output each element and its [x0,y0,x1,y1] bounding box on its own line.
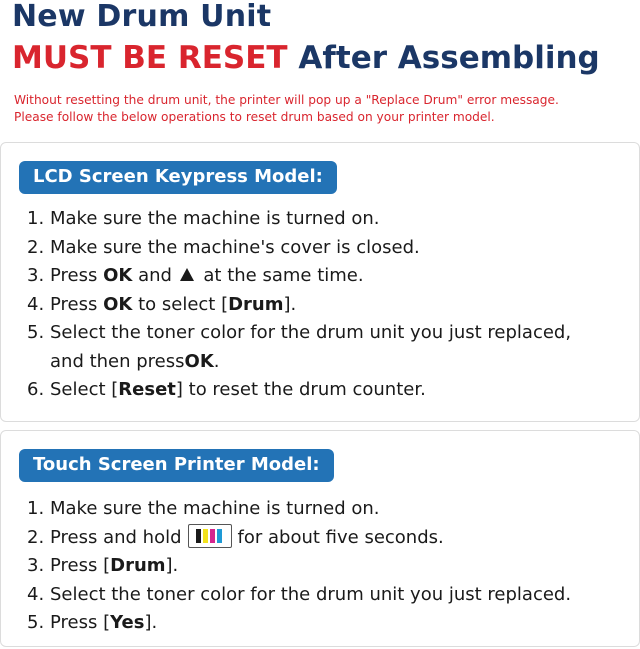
touch-step-5 [27,609,571,638]
step-text: ]. [165,555,179,576]
step-text: for about five seconds. [237,526,444,548]
drum-menu-label: Drum [110,555,166,576]
ok-key-label: OK [103,293,133,315]
toner-icon [188,524,232,548]
touch-step-1 [27,495,571,524]
step-text: to select [ [132,293,229,315]
step-text: Make sure the machine is turned on. [50,498,380,519]
step-number: 4. [27,293,45,315]
step-text: Press [50,293,104,315]
toner-black-bar [196,529,201,543]
touch-model-card [0,430,640,647]
lcd-model-heading: LCD Screen Keypress Model: [19,161,337,194]
touch-model-heading: Touch Screen Printer Model: [19,449,334,482]
step-number: 3. [27,555,45,576]
step-number: 6. [27,379,45,400]
step-text: Select the toner color for the drum unit you just replaced. [50,583,572,605]
title-line2 [12,38,600,78]
step-text: ] to reset the drum counter. [175,379,426,400]
title-line1: New Drum Unit [12,0,272,34]
step-text: and [132,265,178,286]
lcd-step-6 [27,376,571,405]
ok-key-label: OK [103,265,133,286]
lcd-step-2 [27,234,571,263]
warning-line1: Without resetting the drum unit, the printer will pop up a "Replace Drum" error message. [14,93,559,107]
reset-menu-label: Reset [118,379,176,400]
step-text: Select [ [50,379,119,400]
toner-cyan-bar [217,529,222,543]
step-number: 2. [27,526,45,548]
step-text: Press and hold [50,526,182,548]
warning-message [14,92,559,126]
lcd-step-1 [27,205,571,234]
step-number: 5. [27,612,45,633]
step-text: Select the toner color for the drum unit you just replaced, [50,322,572,343]
step-text: . [213,350,220,372]
step-text: Make sure the machine's cover is closed. [50,236,420,258]
step-number: 5. [27,322,45,343]
ok-key-label: OK [184,350,214,372]
step-text: Press [50,265,104,286]
toner-magenta-bar [210,529,215,543]
step-text: Press [ [50,555,111,576]
step-text: and then press [50,350,185,372]
step-number: 1. [27,208,45,229]
step-text: Press [ [50,612,111,633]
step-text: Make sure the machine is turned on. [50,208,380,229]
step-number: 3. [27,265,45,286]
lcd-step-5-continued [27,348,571,377]
step-text: ]. [144,612,158,633]
lcd-step-5 [27,319,571,348]
lcd-step-3 [27,262,571,291]
up-triangle-icon [180,268,194,281]
touch-step-2 [27,524,571,553]
touch-step-4 [27,581,571,610]
toner-yellow-bar [203,529,208,543]
drum-menu-label: Drum [228,293,284,315]
step-number: 1. [27,498,45,519]
yes-button-label: Yes [110,612,145,633]
step-number: 2. [27,236,45,258]
lcd-step-4 [27,291,571,320]
step-text: ]. [283,293,297,315]
step-number: 4. [27,583,45,605]
warning-line2: Please follow the below operations to reset drum based on your printer model. [14,110,495,124]
title-after-assembling: After Assembling [298,40,600,76]
lcd-model-card [0,142,640,422]
lcd-steps-list [27,205,571,405]
title-must-reset: MUST BE RESET [12,40,288,76]
touch-steps-list [27,495,571,638]
step-text: at the same time. [197,265,364,286]
touch-step-3 [27,552,571,581]
